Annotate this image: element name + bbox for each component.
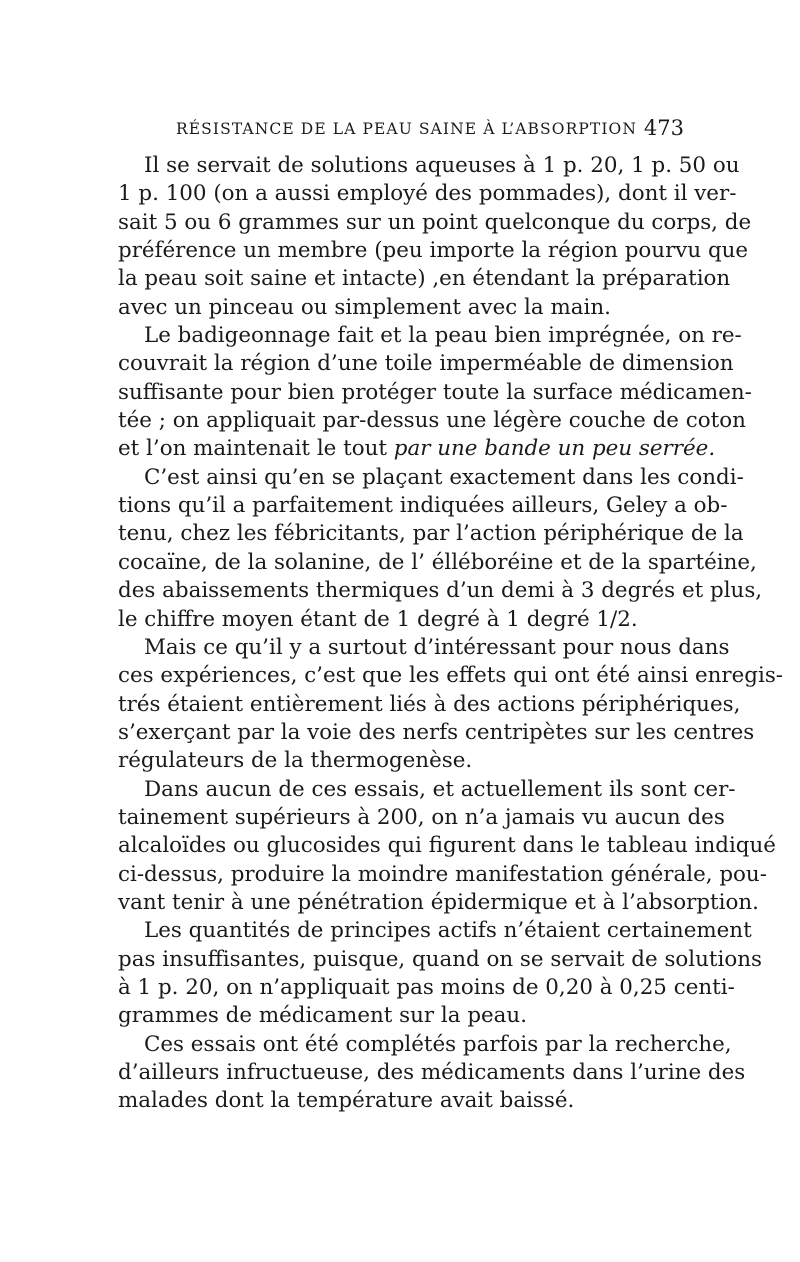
text-line: d’ailleurs infructueuse, des médicaments dans l’urine des <box>118 1060 746 1085</box>
text-line-prefix: et l’on maintenait le tout <box>118 436 394 462</box>
text-line: tions qu’il a parfaitement indiquées ailleurs, Geley a ob- <box>118 493 728 519</box>
text-line: sait 5 ou 6 grammes sur un point quelconque du corps, de <box>118 209 752 235</box>
text-line: vant tenir à une pénétration épidermique et à l’absorption. <box>118 889 759 915</box>
text-line: Les quantités de principes actifs n’étaient certainement <box>144 918 752 944</box>
text-line: 1 p. 100 (on a aussi employé des pommades), dont il ver- <box>118 181 737 207</box>
text-line: pas insuffisantes, puisque, quand on se servait de solutions <box>118 946 762 972</box>
paragraph-2 <box>118 322 752 464</box>
text-line: avec un pinceau ou simplement avec la main. <box>118 294 611 320</box>
text-line: ci-dessus, produire la moindre manifestation générale, pou- <box>118 861 767 887</box>
paragraph-1 <box>118 152 752 322</box>
text-line: ces expériences, c’est que les effets qui ont été ainsi enregis- <box>118 663 784 689</box>
page-number: 473 <box>643 116 684 140</box>
text-line: Il se servait de solutions aqueuses à 1 p. 20, 1 p. 50 ou <box>144 153 740 178</box>
text-line: trés étaient entièrement liés à des actions périphériques, <box>118 691 741 717</box>
text-line: la peau soit saine et intacte) ,en étendant la préparation <box>118 266 731 292</box>
text-line: préférence un membre (peu importe la région pourvu que <box>118 238 749 264</box>
text-line <box>118 435 716 463</box>
paragraph-5 <box>118 776 776 918</box>
text-line: alcaloïdes ou glucosides qui figurent dans le tableau indiqué <box>118 833 776 859</box>
running-header <box>118 116 684 142</box>
running-title: RÉSISTANCE DE LA PEAU SAINE À L’ABSORPTION <box>176 120 638 138</box>
text-line: le chiffre moyen étant de 1 degré à 1 degré 1/2. <box>118 606 638 632</box>
paragraph-3 <box>118 464 763 634</box>
text-line: des abaissements thermiques d’un demi à 3 degrés et plus, <box>118 578 763 604</box>
text-line: Ces essais ont été complétés parfois par la recherche, <box>144 1031 732 1057</box>
body-text <box>118 152 784 1116</box>
text-line: à 1 p. 20, on n’appliquait pas moins de 0,20 à 0,25 centi- <box>118 974 735 1000</box>
text-line: s’exerçant par la voie des nerfs centripètes sur les centres <box>118 719 755 745</box>
text-line: régulateurs de la thermogenèse. <box>118 748 473 774</box>
text-line: tainement supérieurs à 200, on n’a jamais vu aucun des <box>118 804 725 830</box>
text-line: suffisante pour bien protéger toute la surface médicamen- <box>118 379 752 405</box>
text-line: tenu, chez les fébricitants, par l’action périphérique de la <box>118 521 744 547</box>
paragraph-7 <box>118 1031 746 1116</box>
italic-phrase: par une bande un peu serrée. <box>393 436 716 462</box>
text-line: tée ; on appliquait par-dessus une légère couche de coton <box>118 408 746 434</box>
text-line: cocaïne, de la solanine, de l’ élléboréine et de la spartéine, <box>118 549 757 575</box>
paragraph-6 <box>118 917 762 1030</box>
text-line: C’est ainsi qu’en se plaçant exactement dans les condi- <box>144 464 744 490</box>
text-line: Le badigeonnage fait et la peau bien imprégnée, on re- <box>144 323 742 349</box>
text-line: grammes de médicament sur la peau. <box>118 1003 528 1029</box>
text-line: Mais ce qu’il y a surtout d’intéressant pour nous dans <box>144 634 730 660</box>
text-line: couvrait la région d’une toile imperméable de dimension <box>118 351 734 377</box>
text-line: malades dont la température avait baissé. <box>118 1088 575 1114</box>
text-line: Dans aucun de ces essais, et actuellement ils sont cer- <box>144 776 736 802</box>
paragraph-4 <box>118 634 784 776</box>
